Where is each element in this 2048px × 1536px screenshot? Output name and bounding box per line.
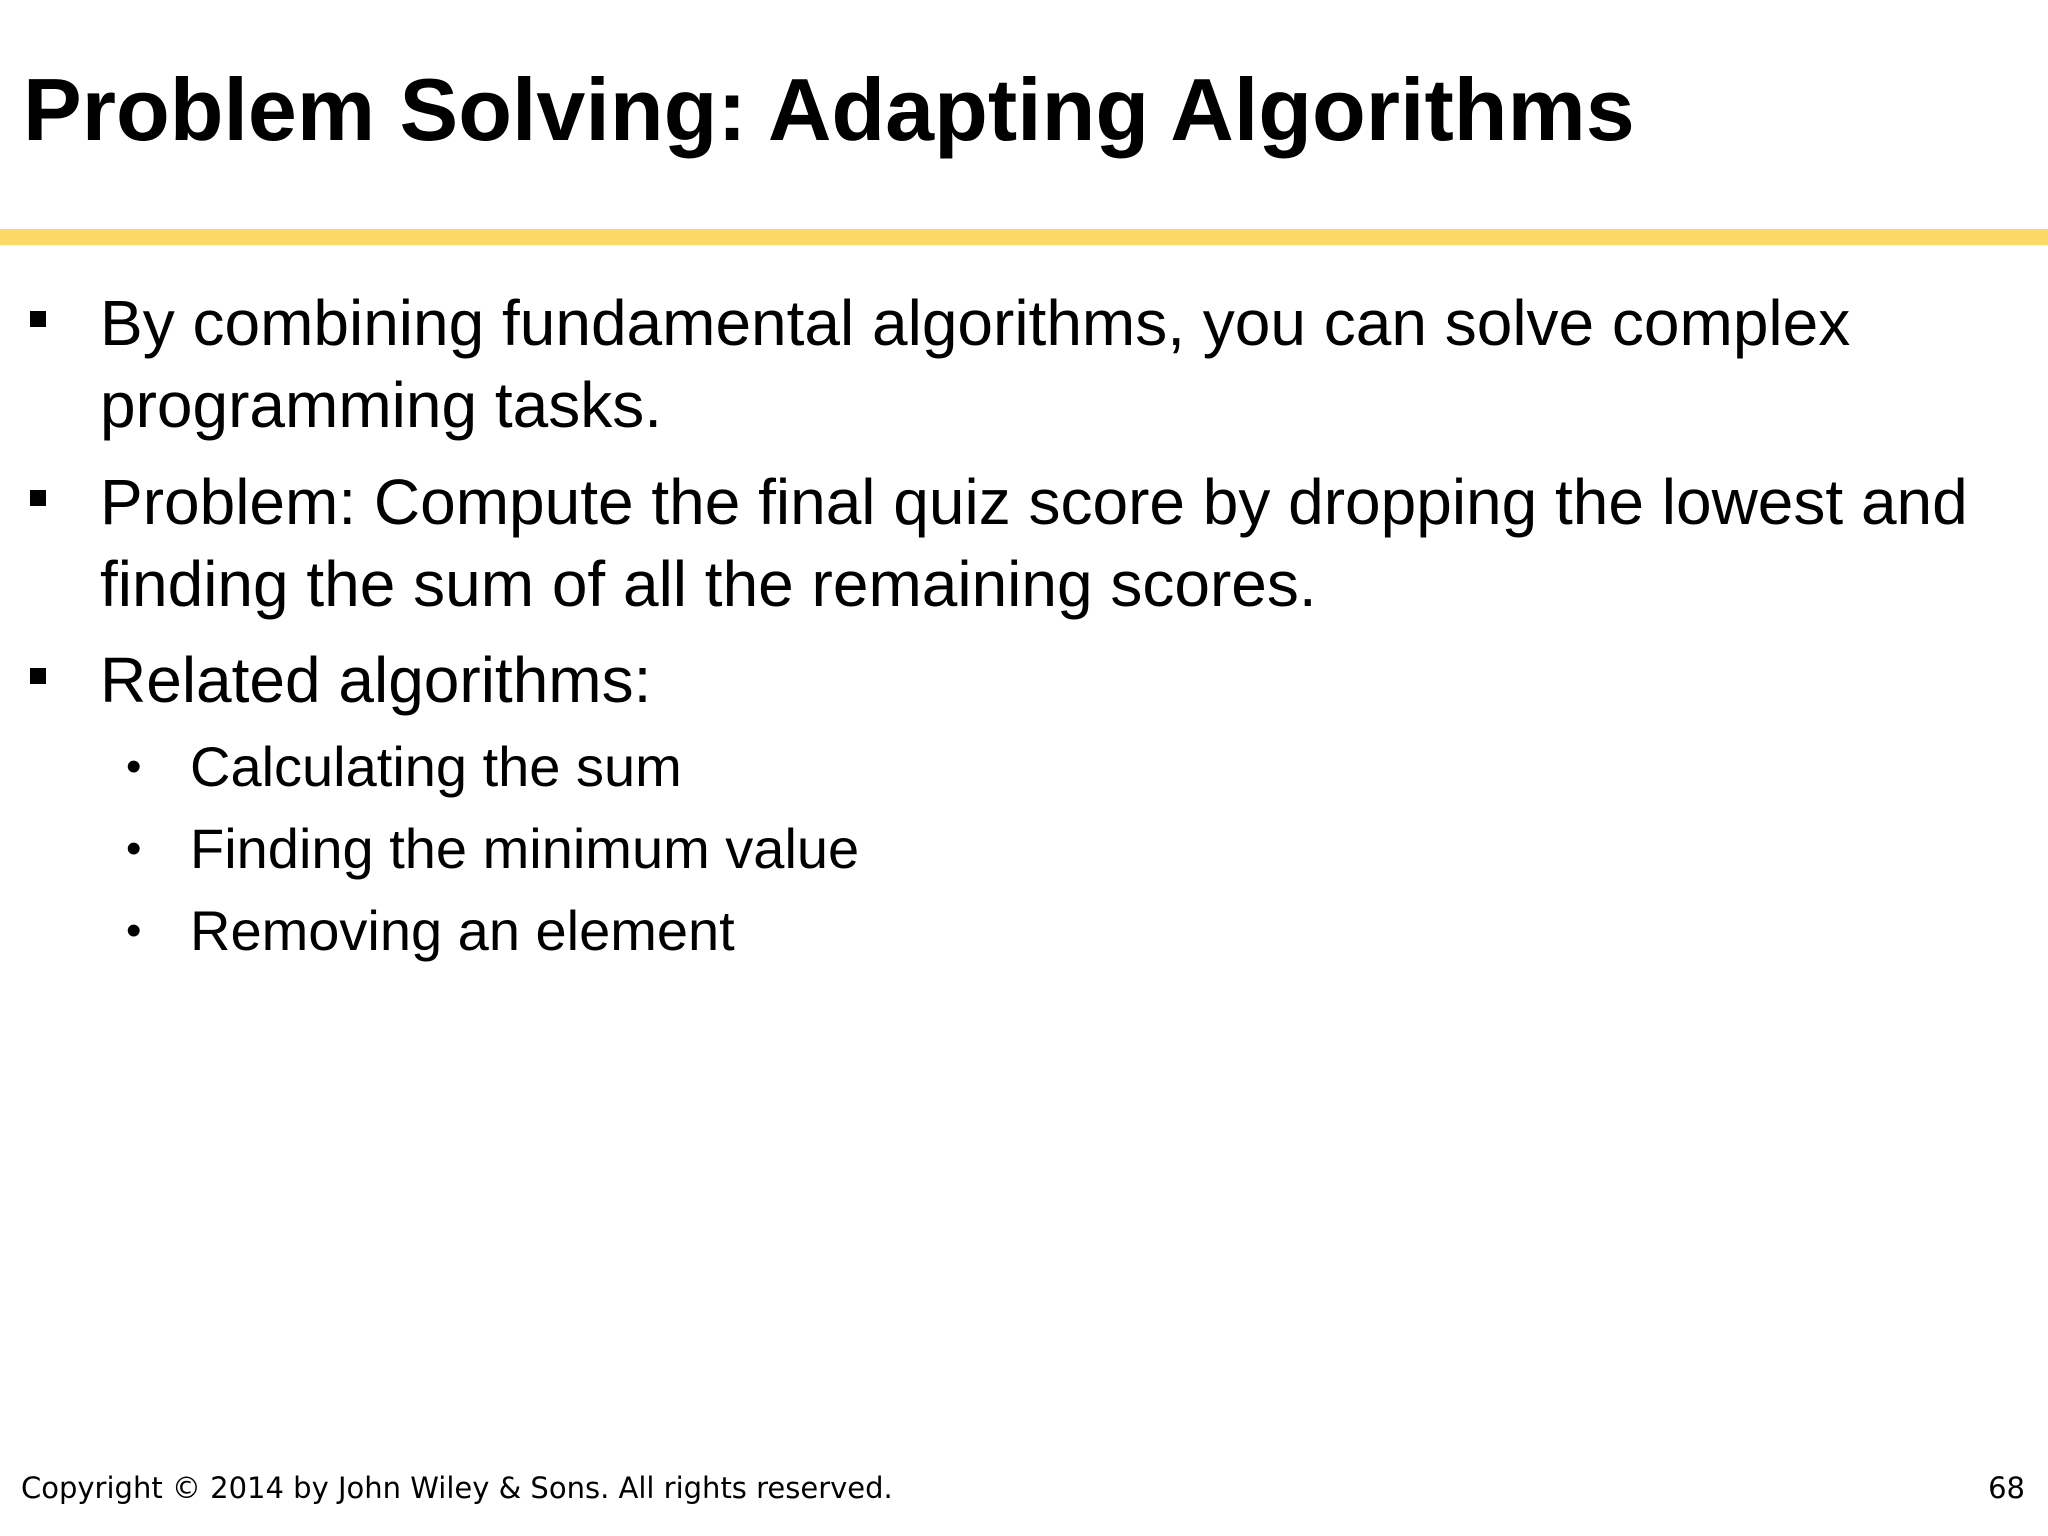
bullet-item (100, 282, 2000, 446)
sub-bullet-text: Removing an element (190, 899, 735, 962)
sub-bullet-item (126, 896, 1890, 966)
dot-bullet-icon: • (126, 906, 142, 955)
sub-bullet-item (126, 732, 1890, 802)
sub-bullet-text: Calculating the sum (190, 735, 682, 798)
sub-bullet-item (126, 814, 1890, 884)
square-bullet-icon (30, 490, 46, 506)
copyright-notice: Copyright © 2014 by John Wiley & Sons. All rights reserved. (21, 1471, 893, 1505)
dot-bullet-icon: • (126, 742, 142, 791)
dot-bullet-icon: • (126, 824, 142, 873)
slide-title: Problem Solving: Adapting Algorithms (23, 60, 1635, 159)
bullet-text: By combining fundamental algorithms, you can solve complex programming tasks. (100, 287, 1851, 441)
bullet-text: Problem: Compute the final quiz score by dropping the lowest and finding the sum of all the remaining scores. (100, 466, 1968, 620)
bullet-item (100, 461, 2000, 625)
bullet-text: Related algorithms: (100, 644, 652, 716)
title-underline-rule (0, 229, 2048, 245)
square-bullet-icon (30, 668, 46, 684)
page-number: 68 (1988, 1471, 2025, 1505)
sub-bullet-text: Finding the minimum value (190, 817, 860, 880)
bullet-item (100, 639, 2000, 721)
square-bullet-icon (30, 311, 46, 327)
